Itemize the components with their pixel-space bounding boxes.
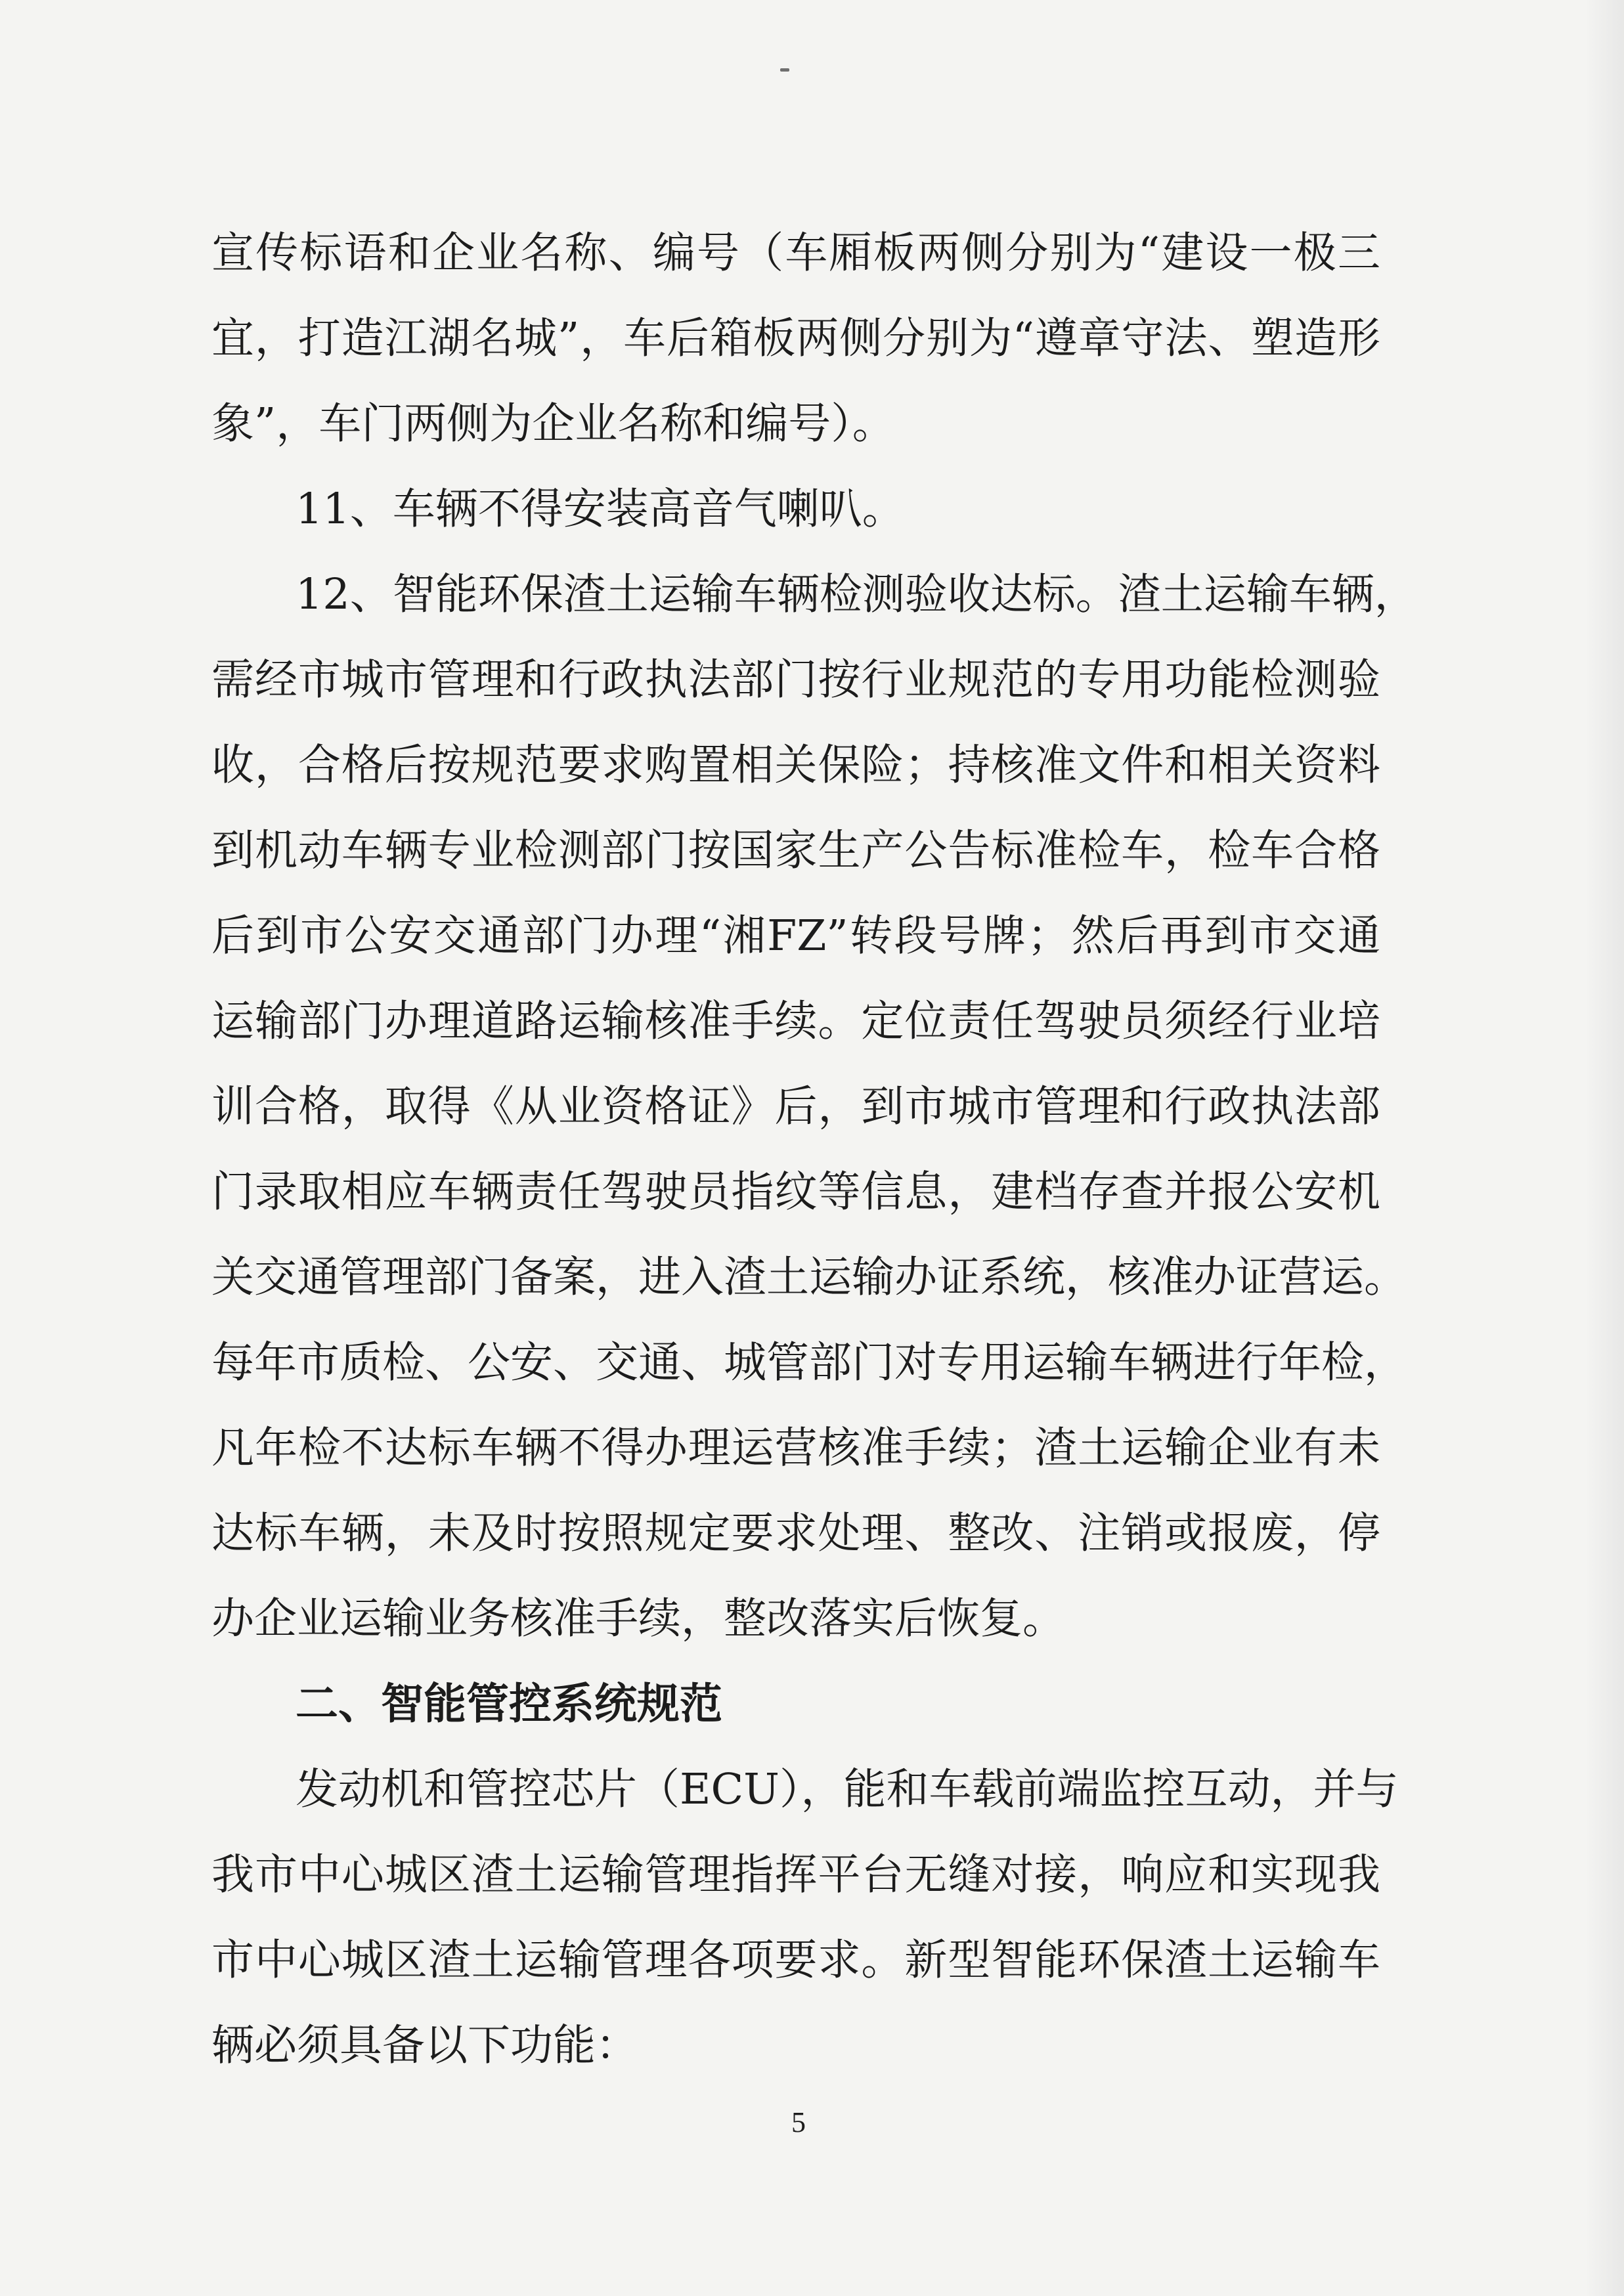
- text-line: 办企业运输业务核准手续，整改落实后恢复。: [211, 1594, 1066, 1643]
- text-line: 宜，打造江湖名城”，车后箱板两侧分别为“遵章守法、塑造形: [211, 314, 1380, 363]
- text-line: 象”，车门两侧为企业名称和编号）。: [211, 399, 895, 448]
- list-item-12: 12、智能环保渣土运输车辆检测验收达标。渣土运输车辆，: [296, 570, 1417, 619]
- text-line: 训合格，取得《从业资格证》后，到市城市管理和行政执法部: [211, 1082, 1380, 1131]
- scan-mark: [780, 68, 789, 72]
- text-line: 后到市公安交通部门办理“湘FZ”转段号牌；然后再到市交通: [211, 911, 1380, 961]
- text-line: 门录取相应车辆责任驾驶员指纹等信息，建档存查并报公安机: [211, 1167, 1380, 1217]
- section-heading: 二、智能管控系统规范: [296, 1679, 723, 1729]
- text-line: 宣传标语和企业名称、编号（车厢板两侧分别为“建设一极三: [211, 228, 1380, 278]
- text-line: 我市中心城区渣土运输管理指挥平台无缝对接，响应和实现我: [211, 1850, 1380, 1899]
- text-line: 辆必须具备以下功能：: [211, 2021, 639, 2070]
- page-number: 5: [791, 2106, 806, 2138]
- page-edge-shadow: [1585, 0, 1624, 2296]
- text-line: 关交通管理部门备案，进入渣土运输办证系统，核准办证营运。: [211, 1253, 1407, 1302]
- text-line: 到机动车辆专业检测部门按国家生产公告标准检车，检车合格: [211, 826, 1380, 875]
- text-line: 需经市城市管理和行政执法部门按行业规范的专用功能检测验: [211, 655, 1380, 704]
- text-line: 每年市质检、公安、交通、城管部门对专用运输车辆进行年检，: [211, 1338, 1407, 1387]
- text-line: 运输部门办理道路运输核准手续。定位责任驾驶员须经行业培: [211, 997, 1380, 1046]
- text-line: 发动机和管控芯片（ECU），能和车载前端监控互动，并与: [296, 1765, 1399, 1814]
- text-line: 收，合格后按规范要求购置相关保险；持核准文件和相关资料: [211, 741, 1380, 790]
- text-line: 凡年检不达标车辆不得办理运营核准手续；渣土运输企业有未: [211, 1423, 1380, 1473]
- text-line: 市中心城区渣土运输管理各项要求。新型智能环保渣土运输车: [211, 1936, 1380, 1985]
- list-item-11: 11、车辆不得安装高音气喇叭。: [296, 485, 905, 534]
- text-line: 达标车辆，未及时按照规定要求处理、整改、注销或报废，停: [211, 1509, 1380, 1558]
